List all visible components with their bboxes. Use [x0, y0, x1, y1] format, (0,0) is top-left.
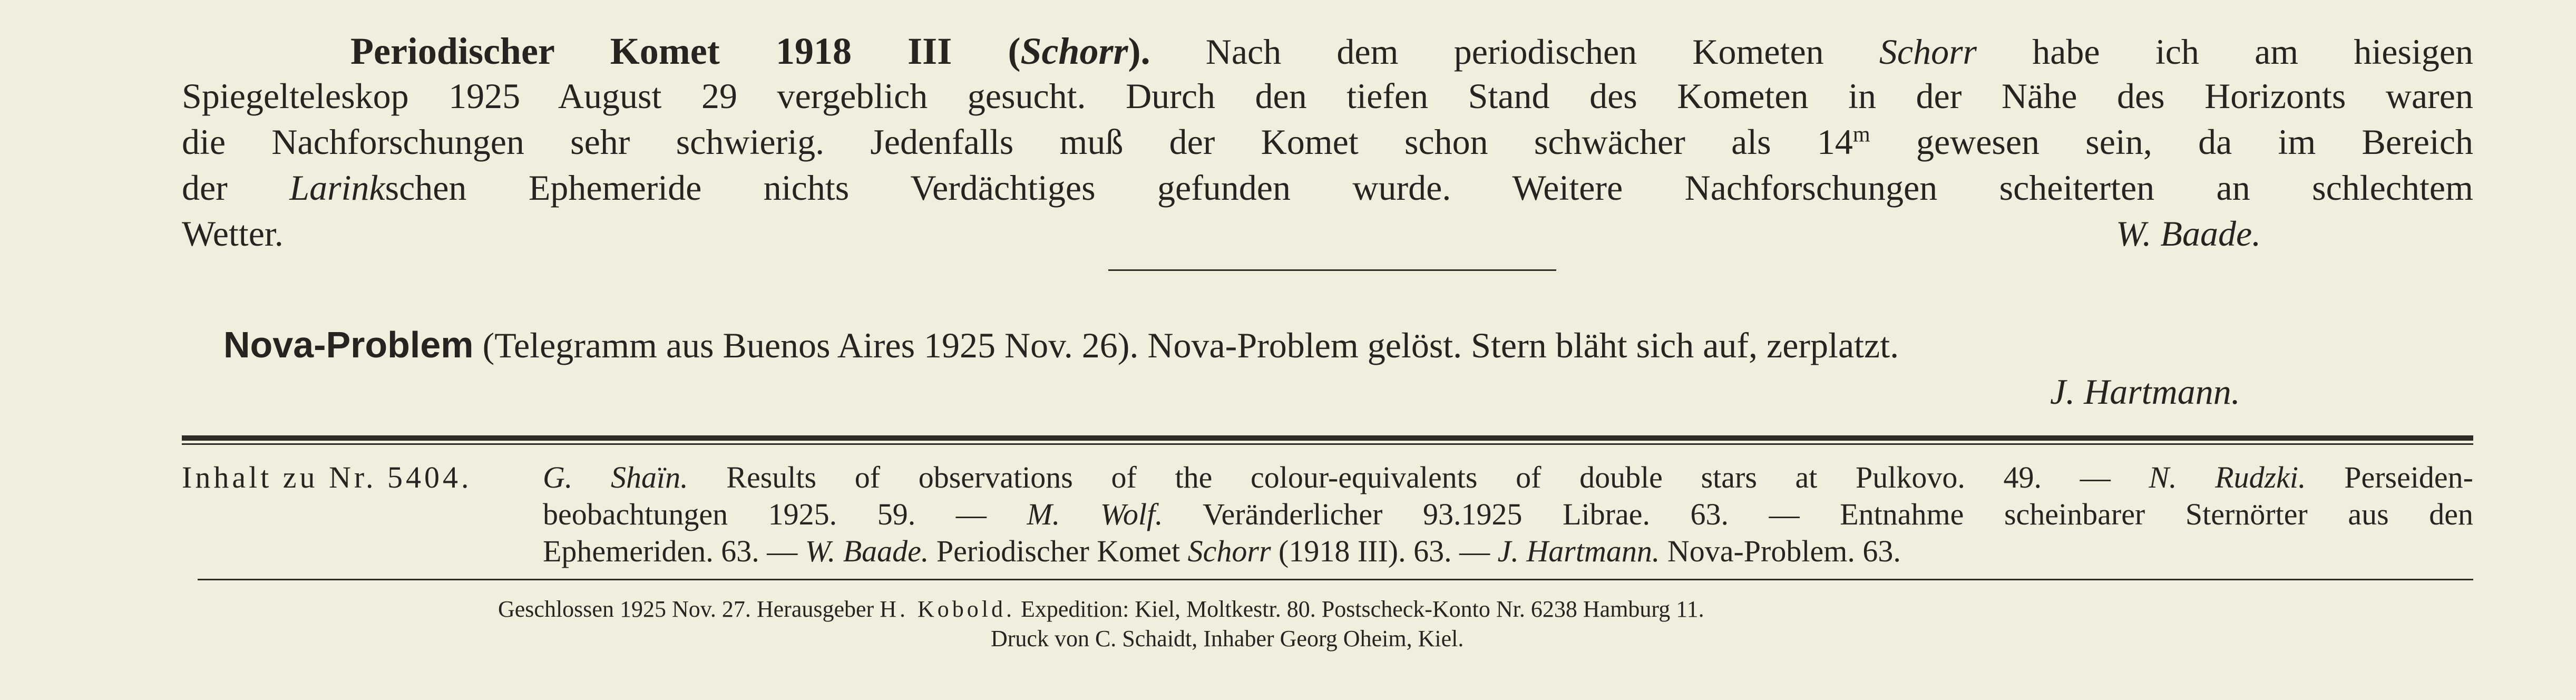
contents-label: Inhalt zu Nr. 5404. [182, 460, 472, 494]
contents-rule-thick [182, 435, 2473, 441]
article1-line4: der Larinkschen Ephemeride nichts Verdächtiges gefunden wurde. Weitere Nachforschungen scheiterten an schlechtem [182, 168, 2473, 208]
contents-line2: beobachtungen 1925. 59. — M. Wolf. Veränderlicher 93.1925 Librae. 63. — Entnahme scheinbarer Sternörter aus den [543, 497, 2473, 531]
contents-line1: G. Shaïn. Results of observations of the colour-equivalents of double stars at Pulkovo. 49. — N. Rudzki. Perseiden- [543, 460, 2473, 494]
article1-signature: W. Baade. [2116, 213, 2261, 254]
separator-rule [1108, 269, 1556, 271]
footer-rule [198, 579, 2473, 580]
article1-title: Periodischer Komet 1918 III (Schorr). [350, 30, 1150, 72]
footer-line2: Druck von C. Schaidt, Inhaber Georg Oheim, Kiel. [991, 626, 1464, 652]
footer-line1: Geschlossen 1925 Nov. 27. Herausgeber H. Kobold. Expedition: Kiel, Moltkestr. 80. Postscheck-Konto Nr. 6238 Hamburg 11. [498, 596, 1704, 622]
article2-signature: J. Hartmann. [2050, 372, 2240, 412]
article2-line: Nova-Problem (Telegramm aus Buenos Aires 1925 Nov. 26). Nova-Problem gelöst. Stern bläht sich auf, zerplatzt. [223, 324, 1899, 365]
article1-line2: Spiegelteleskop 1925 August 29 vergeblich gesucht. Durch den tiefen Stand des Kometen in der Nähe des Horizonts waren [182, 76, 2473, 116]
contents-line3: Ephemeriden. 63. — W. Baade. Periodischer Komet Schorr (1918 III). 63. — J. Hartmann. Nova-Problem. 63. [543, 534, 1901, 568]
article2-title: Nova-Problem [223, 324, 474, 365]
article1-line1: Periodischer Komet 1918 III (Schorr). Nach dem periodischen Kometen Schorr habe ich am hiesigen [350, 30, 2474, 72]
article1-line3: die Nachforschungen sehr schwierig. Jedenfalls muß der Komet schon schwächer als 14$^m$ gewesen sein, da im Bereich [182, 122, 2473, 162]
contents-rule-thin [182, 443, 2473, 445]
article1-line5: Wetter. [182, 213, 284, 254]
